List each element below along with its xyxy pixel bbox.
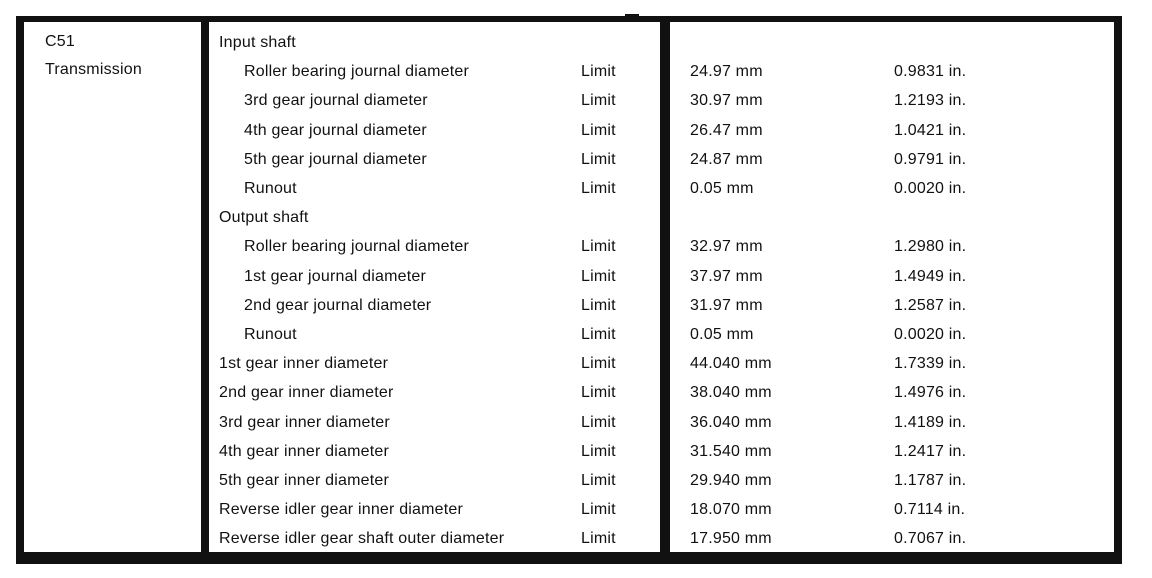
item-rows xyxy=(209,22,660,552)
table-row xyxy=(209,496,660,525)
value-row xyxy=(670,496,1114,525)
limit-label: Limit xyxy=(581,63,616,80)
value-row xyxy=(670,438,1114,467)
limit-label: Limit xyxy=(581,472,616,489)
limit-label: Limit xyxy=(581,443,616,460)
imperial-value: 0.9831 in. xyxy=(894,63,967,80)
imperial-value: 1.1787 in. xyxy=(894,472,967,489)
section-name: Transmission xyxy=(45,61,142,78)
table-row xyxy=(209,58,660,87)
table-row xyxy=(209,263,660,292)
table-row xyxy=(209,146,660,175)
value-rows xyxy=(670,22,1114,552)
item-label: 4th gear journal diameter xyxy=(244,122,427,139)
imperial-value: 0.7114 in. xyxy=(894,501,966,518)
spec-table xyxy=(16,16,1122,564)
table-row xyxy=(209,233,660,262)
value-row xyxy=(670,321,1114,350)
imperial-value: 0.0020 in. xyxy=(894,180,967,197)
metric-value: 32.97 mm xyxy=(690,238,763,255)
item-column xyxy=(209,22,660,552)
limit-label: Limit xyxy=(581,238,616,255)
limit-label: Limit xyxy=(581,501,616,518)
value-row xyxy=(670,292,1114,321)
value-row xyxy=(670,146,1114,175)
metric-value: 18.070 mm xyxy=(690,501,772,518)
imperial-value: 1.2417 in. xyxy=(894,443,967,460)
value-row xyxy=(670,233,1114,262)
item-label: 3rd gear inner diameter xyxy=(219,414,390,431)
limit-label: Limit xyxy=(581,180,616,197)
metric-value: 0.05 mm xyxy=(690,326,754,343)
table-row xyxy=(209,350,660,379)
item-label: 2nd gear journal diameter xyxy=(244,297,432,314)
metric-value: 44.040 mm xyxy=(690,355,772,372)
item-label: 5th gear journal diameter xyxy=(244,151,427,168)
item-label: Runout xyxy=(244,180,297,197)
value-row xyxy=(670,263,1114,292)
table-row xyxy=(209,409,660,438)
item-label: Reverse idler gear shaft outer diameter xyxy=(219,530,505,547)
limit-label: Limit xyxy=(581,355,616,372)
value-row xyxy=(670,409,1114,438)
imperial-value: 1.4189 in. xyxy=(894,414,967,431)
section-code: C51 xyxy=(45,33,75,50)
item-label: 3rd gear journal diameter xyxy=(244,92,428,109)
value-row xyxy=(670,58,1114,87)
item-label: 1st gear inner diameter xyxy=(219,355,389,372)
limit-label: Limit xyxy=(581,326,616,343)
metric-value: 17.950 mm xyxy=(690,530,772,547)
table-row xyxy=(209,467,660,496)
item-label: Roller bearing journal diameter xyxy=(244,238,469,255)
table-row xyxy=(209,379,660,408)
imperial-value: 0.7067 in. xyxy=(894,530,967,547)
table-row xyxy=(209,321,660,350)
limit-label: Limit xyxy=(581,268,616,285)
imperial-value: 1.4976 in. xyxy=(894,384,967,401)
imperial-value: 1.4949 in. xyxy=(894,268,967,285)
table-row xyxy=(209,29,660,58)
item-label: 2nd gear inner diameter xyxy=(219,384,394,401)
metric-value: 36.040 mm xyxy=(690,414,772,431)
metric-value: 31.97 mm xyxy=(690,297,763,314)
group-heading: Input shaft xyxy=(219,34,296,51)
value-column xyxy=(670,22,1114,552)
section-column xyxy=(24,22,201,552)
value-row xyxy=(670,117,1114,146)
limit-label: Limit xyxy=(581,122,616,139)
imperial-value: 1.7339 in. xyxy=(894,355,967,372)
limit-label: Limit xyxy=(581,530,616,547)
metric-value: 37.97 mm xyxy=(690,268,763,285)
metric-value: 24.97 mm xyxy=(690,63,763,80)
value-row xyxy=(670,525,1114,554)
value-row xyxy=(670,87,1114,116)
limit-label: Limit xyxy=(581,384,616,401)
item-label: Runout xyxy=(244,326,297,343)
imperial-value: 0.9791 in. xyxy=(894,151,967,168)
table-row xyxy=(209,117,660,146)
table-row xyxy=(209,87,660,116)
table-row xyxy=(209,438,660,467)
value-row xyxy=(670,175,1114,204)
table-row xyxy=(209,525,660,554)
imperial-value: 1.2587 in. xyxy=(894,297,967,314)
value-row xyxy=(670,379,1114,408)
table-row xyxy=(209,292,660,321)
imperial-value: 0.0020 in. xyxy=(894,326,967,343)
metric-value: 24.87 mm xyxy=(690,151,763,168)
limit-label: Limit xyxy=(581,414,616,431)
table-row xyxy=(209,175,660,204)
imperial-value: 1.0421 in. xyxy=(894,122,967,139)
table-row xyxy=(209,204,660,233)
metric-value: 29.940 mm xyxy=(690,472,772,489)
value-row xyxy=(670,350,1114,379)
metric-value: 0.05 mm xyxy=(690,180,754,197)
group-heading: Output shaft xyxy=(219,209,309,226)
imperial-value: 1.2980 in. xyxy=(894,238,967,255)
item-label: Roller bearing journal diameter xyxy=(244,63,469,80)
metric-value: 31.540 mm xyxy=(690,443,772,460)
limit-label: Limit xyxy=(581,92,616,109)
imperial-value: 1.2193 in. xyxy=(894,92,967,109)
limit-label: Limit xyxy=(581,297,616,314)
item-label: 4th gear inner diameter xyxy=(219,443,390,460)
metric-value: 30.97 mm xyxy=(690,92,763,109)
limit-label: Limit xyxy=(581,151,616,168)
value-row xyxy=(670,467,1114,496)
item-label: 1st gear journal diameter xyxy=(244,268,426,285)
metric-value: 26.47 mm xyxy=(690,122,763,139)
item-label: Reverse idler gear inner diameter xyxy=(219,501,464,518)
item-label: 5th gear inner diameter xyxy=(219,472,390,489)
metric-value: 38.040 mm xyxy=(690,384,772,401)
